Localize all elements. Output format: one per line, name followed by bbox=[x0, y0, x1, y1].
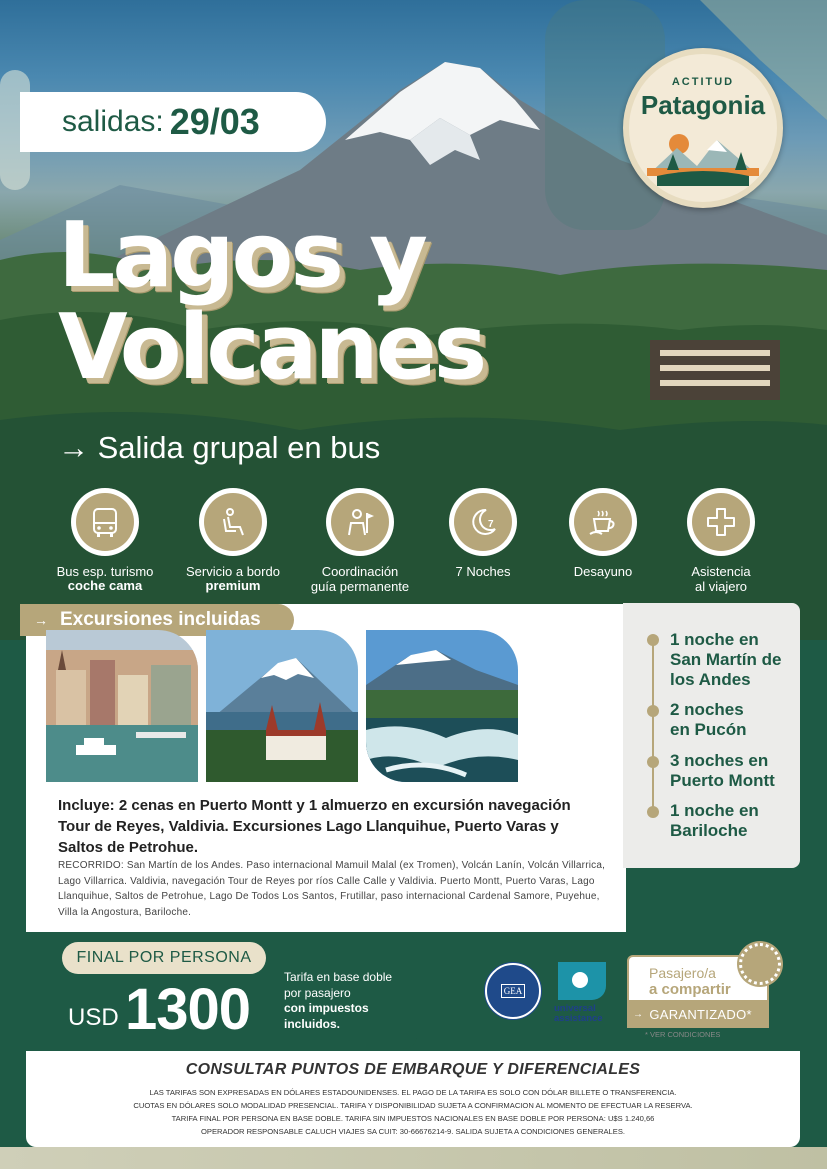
photo-petrohue-falls bbox=[366, 630, 518, 782]
universal-assistance-logo: universal assistance bbox=[554, 962, 610, 1024]
departure-label: salidas: bbox=[62, 105, 164, 138]
medical-cross-icon bbox=[704, 505, 738, 539]
price-currency: USD bbox=[68, 1004, 119, 1031]
mountains-logo-icon bbox=[647, 126, 759, 186]
timeline-dot bbox=[647, 634, 659, 646]
photo-valdivia bbox=[46, 630, 198, 782]
guarantee-bar: → GARANTIZADO* bbox=[627, 1000, 769, 1028]
timeline-dot bbox=[647, 756, 659, 768]
svg-text:7: 7 bbox=[488, 519, 494, 530]
service-onboard: Servicio a bordo premium bbox=[168, 488, 298, 593]
photo-puerto-varas bbox=[206, 630, 358, 782]
night-stop-bariloche: 1 noche en Bariloche bbox=[670, 801, 759, 840]
night-stop-san-martin: 1 noche en San Martín de los Andes bbox=[670, 630, 782, 689]
gea-logo: GEA bbox=[485, 963, 541, 1019]
excursions-tab: → Excursiones incluidas bbox=[20, 604, 294, 636]
shared-passenger-box: Pasajero/a a compartir bbox=[627, 955, 769, 1027]
timeline-dot bbox=[647, 806, 659, 818]
price-amount: 1300 bbox=[125, 977, 251, 1042]
service-breakfast: Desayuno bbox=[538, 488, 668, 579]
guide-icon bbox=[343, 505, 377, 539]
includes-text: Incluye: 2 cenas en Puerto Montt y 1 almuerzo en excursión navegación Tour de Reyes, Valdivia. Excursiones Lago Llanquihue, Puerto Varas y Saltos de Petrohue. bbox=[58, 797, 571, 856]
bottom-band bbox=[0, 1147, 827, 1169]
night-stop-pucon: 2 noches en Pucón bbox=[670, 700, 747, 739]
services-row bbox=[50, 488, 790, 598]
trip-title: Lagos y Volcanes bbox=[58, 203, 485, 400]
boarding-points-notice: CONSULTAR PUNTOS DE EMBARQUE Y DIFERENCIALES bbox=[185, 1061, 641, 1078]
timeline-dot bbox=[647, 705, 659, 717]
timeline-line bbox=[652, 639, 654, 814]
price-tag: FINAL POR PERSONA bbox=[62, 942, 266, 974]
guarantee-seal-icon bbox=[739, 943, 781, 985]
service-nights: 7 7 Noches bbox=[418, 488, 548, 579]
departure-date-pill bbox=[20, 92, 326, 152]
coffee-icon bbox=[586, 505, 620, 539]
legal-text: LAS TARIFAS SON EXPRESADAS EN DÓLARES ESTADOUNIDENSES. EL PAGO DE LA TARIFA ES SOLO CON DÓLAR BILLETE O TRANSFERENCIA. CUOTAS EN DÓLARES SOLO MODALIDAD PRESENCIAL. TARIFA Y DISPONIBILIDAD SUJETA A CONFIRMACION AL MOMENTO DE EFECTUAR LA RESERVA. TARIFA FINAL POR PERSONA EN BASE DOBLE. TARIFA SIN IMPUESTOS NACIONALES EN BASE DOBLE POR PERSONA: U$S 1.240,66 OPERADOR RESPONSABLE CALUCH VIAJES SA CUIT: 30-66676214-9. SALIDA SUJETA A CONDICIONES GENERALES. bbox=[133, 1088, 693, 1136]
arrow-right-icon: → bbox=[34, 612, 48, 628]
actitud-patagonia-logo: ACTITUD Patagonia bbox=[623, 48, 783, 208]
service-assistance: Asistencia al viajero bbox=[656, 488, 786, 594]
itinerary-text: RECORRIDO: San Martín de los Andes. Paso internacional Mamuil Malal (ex Tromen), Volcán Lanín, Volcán Villarrica, Lago Villarrica. Valdivia, navegación Tour de Reyes por ríos Calle Calle y Valdivia. Puerto Montt, Puerto Varas, Lago Llanquihue, Saltos de Petrohue, Lago De Todos Los Santos, Frutillar, paso internacional Cardenal Samore, Puyehue, Villa la Angostura, Bariloche. bbox=[58, 860, 606, 918]
trip-subtitle: → Salida grupal en bus bbox=[58, 430, 381, 465]
seat-icon bbox=[216, 505, 250, 539]
nights-breakdown bbox=[623, 603, 800, 868]
arrow-right-icon: → bbox=[633, 1008, 644, 1020]
night-stop-puerto-montt: 3 noches en Puerto Montt bbox=[670, 751, 775, 790]
service-bus: Bus esp. turismo coche cama bbox=[40, 488, 170, 593]
service-coordination: Coordinación guía permanente bbox=[295, 488, 425, 594]
price-note: Tarifa en base doble por pasajero con impuestos incluidos. bbox=[284, 970, 393, 1031]
bus-icon bbox=[88, 505, 122, 539]
departure-date: 29/03 bbox=[169, 101, 260, 142]
moon-icon bbox=[466, 505, 500, 539]
conditions-note: * VER CONDICIONES bbox=[645, 1030, 721, 1039]
